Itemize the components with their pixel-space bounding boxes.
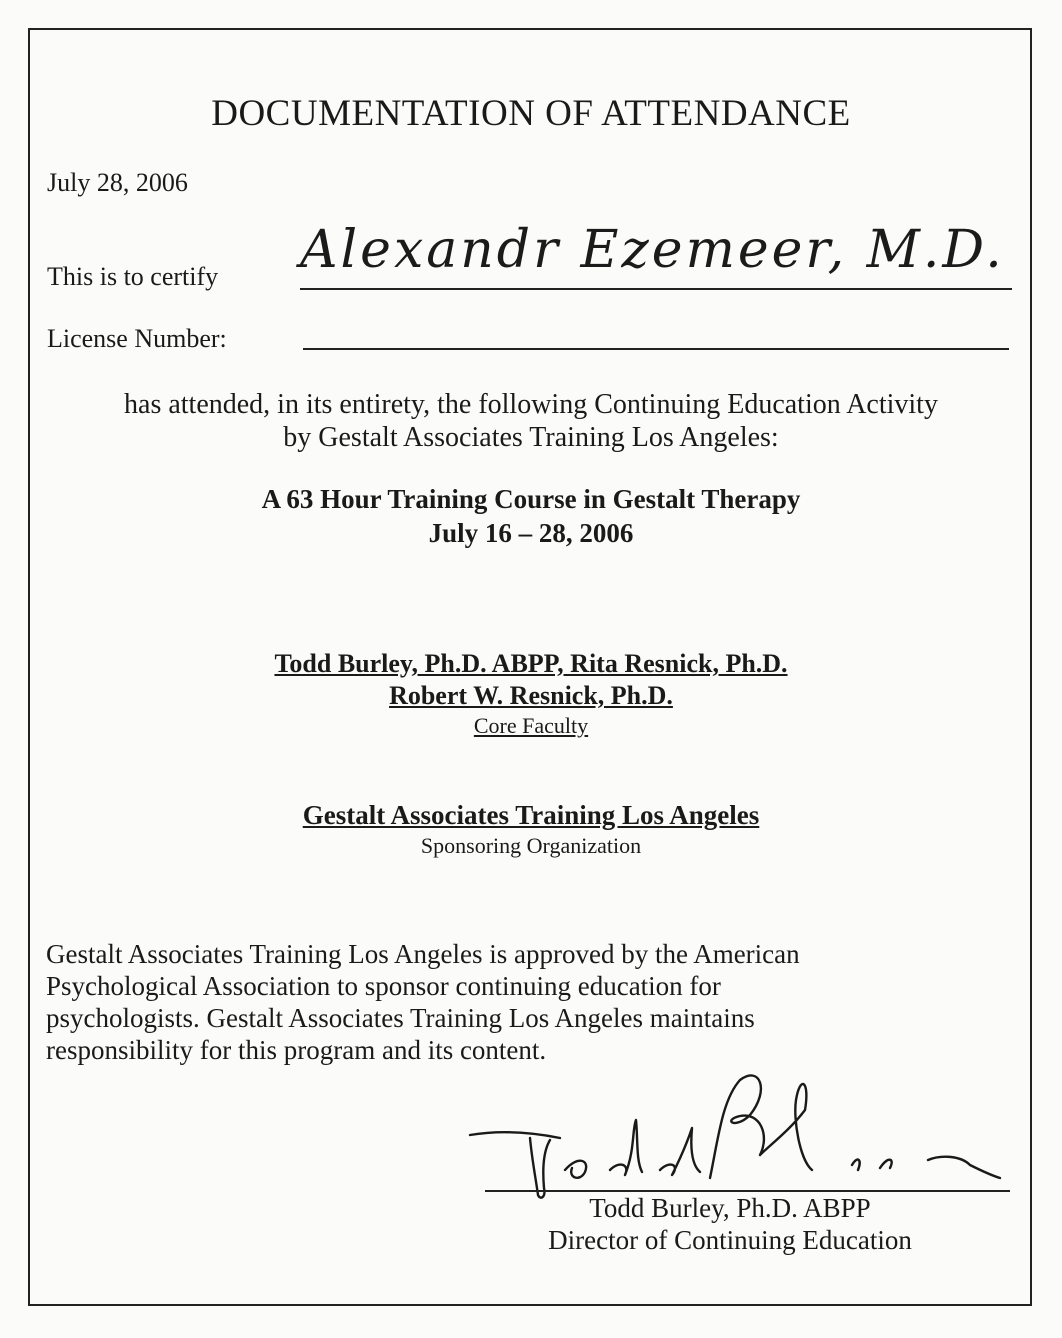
signer-block xyxy=(480,1192,980,1256)
attendance-line-1: has attended, in its entirety, the following Continuing Education Activity xyxy=(124,389,938,420)
attendee-name-line xyxy=(300,288,1012,290)
organization-name: Gestalt Associates Training Los Angeles xyxy=(302,800,760,830)
signer-name: Todd Burley, Ph.D. ABPP xyxy=(589,1193,871,1223)
license-number-line xyxy=(303,348,1009,350)
approval-line-3: psychologists. Gestalt Associates Training Los Angeles maintains xyxy=(46,1003,755,1033)
signer-role: Director of Continuing Education xyxy=(548,1225,912,1255)
attendance-line-2: by Gestalt Associates Training Los Angeles: xyxy=(283,422,779,453)
faculty-line-1: Todd Burley, Ph.D. ABPP, Rita Resnick, Ph.D. xyxy=(274,649,788,678)
attendee-name-handwritten: Alexandr Ezemeer, M.D. xyxy=(300,220,1005,280)
approval-line-1: Gestalt Associates Training Los Angeles is approved by the American xyxy=(46,939,800,969)
approval-line-4: responsibility for this program and its content. xyxy=(46,1035,547,1065)
course-title: A 63 Hour Training Course in Gestalt Therapy xyxy=(261,484,801,514)
document-title: DOCUMENTATION OF ATTENDANCE xyxy=(211,93,851,134)
license-label: License Number: xyxy=(47,324,227,353)
director-signature xyxy=(460,1060,1020,1210)
course-dates: July 16 – 28, 2006 xyxy=(428,518,634,548)
course-block xyxy=(0,482,1062,550)
approval-statement xyxy=(46,938,1006,1066)
certify-label: This is to certify xyxy=(47,262,219,291)
attendance-statement xyxy=(0,388,1062,454)
approval-line-2: Psychological Association to sponsor continuing education for xyxy=(46,971,721,1001)
issue-date: July 28, 2006 xyxy=(47,168,188,197)
faculty-line-2: Robert W. Resnick, Ph.D. xyxy=(389,681,673,710)
faculty-block xyxy=(0,648,1062,740)
faculty-caption: Core Faculty xyxy=(473,713,589,738)
organization-block xyxy=(0,798,1062,860)
organization-caption: Sponsoring Organization xyxy=(420,833,642,858)
